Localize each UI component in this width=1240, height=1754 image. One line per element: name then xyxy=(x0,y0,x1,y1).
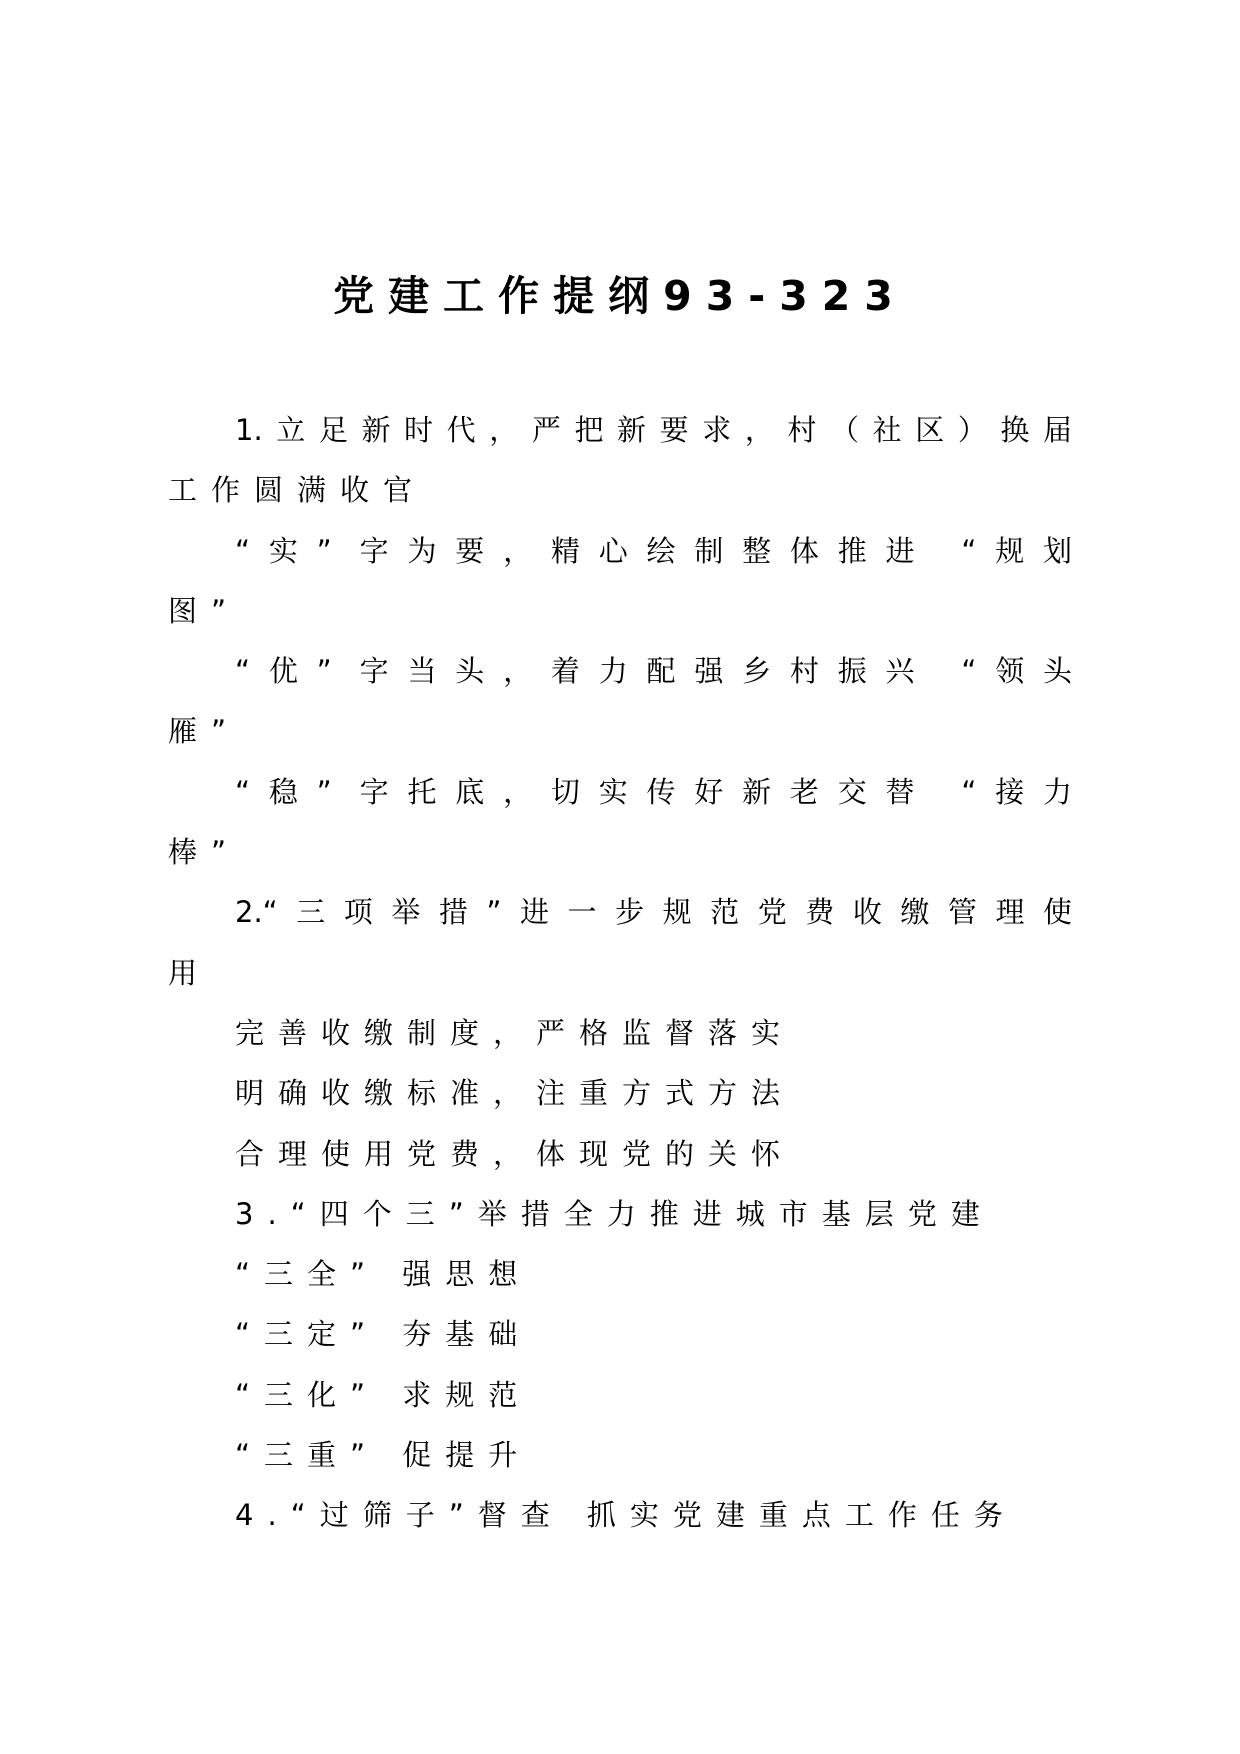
paragraph-line: 2.“三项举措”进一步规范党费收缴管理使 xyxy=(235,895,1072,930)
paragraph-line: “三化” 求规范 xyxy=(235,1377,532,1412)
paragraph-line: “优” 字当头，着力配强乡村振兴 “领头 xyxy=(235,654,1072,689)
paragraph-line: “稳” 字托底，切实传好新老交替 “接力 xyxy=(235,774,1072,809)
paragraph-line: 明确收缴标准，注重方式方法 xyxy=(235,1076,795,1111)
paragraph-line: 图” xyxy=(168,593,241,628)
paragraph-line: “三重” 促提升 xyxy=(235,1438,532,1473)
paragraph-line: 用 xyxy=(168,955,212,990)
paragraph-line: 4.“过筛子”督查 抓实党建重点工作任务 xyxy=(235,1498,1017,1533)
paragraph-line: 合理使用党费，体现党的关怀 xyxy=(235,1136,795,1171)
document-body xyxy=(168,400,1072,1546)
paragraph-line: 棒” xyxy=(168,835,241,870)
paragraph-line: 工作圆满收官 xyxy=(168,473,427,508)
paragraph-line: “三全” 强思想 xyxy=(235,1257,532,1292)
paragraph-line: 1.立足新时代，严把新要求，村（社区）换届 xyxy=(235,413,1072,447)
document-title: 党建工作提纲93-323 xyxy=(333,272,907,320)
paragraph-line: “实” 字为要，精心绘制整体推进 “规划 xyxy=(235,533,1072,568)
paragraph-line: 雁” xyxy=(168,714,241,749)
paragraph-line: 3.“四个三”举措全力推进城市基层党建 xyxy=(235,1196,994,1231)
paragraph-line: “三定” 夯基础 xyxy=(235,1317,532,1352)
paragraph-line: 完善收缴制度，严格监督落实 xyxy=(235,1015,795,1050)
